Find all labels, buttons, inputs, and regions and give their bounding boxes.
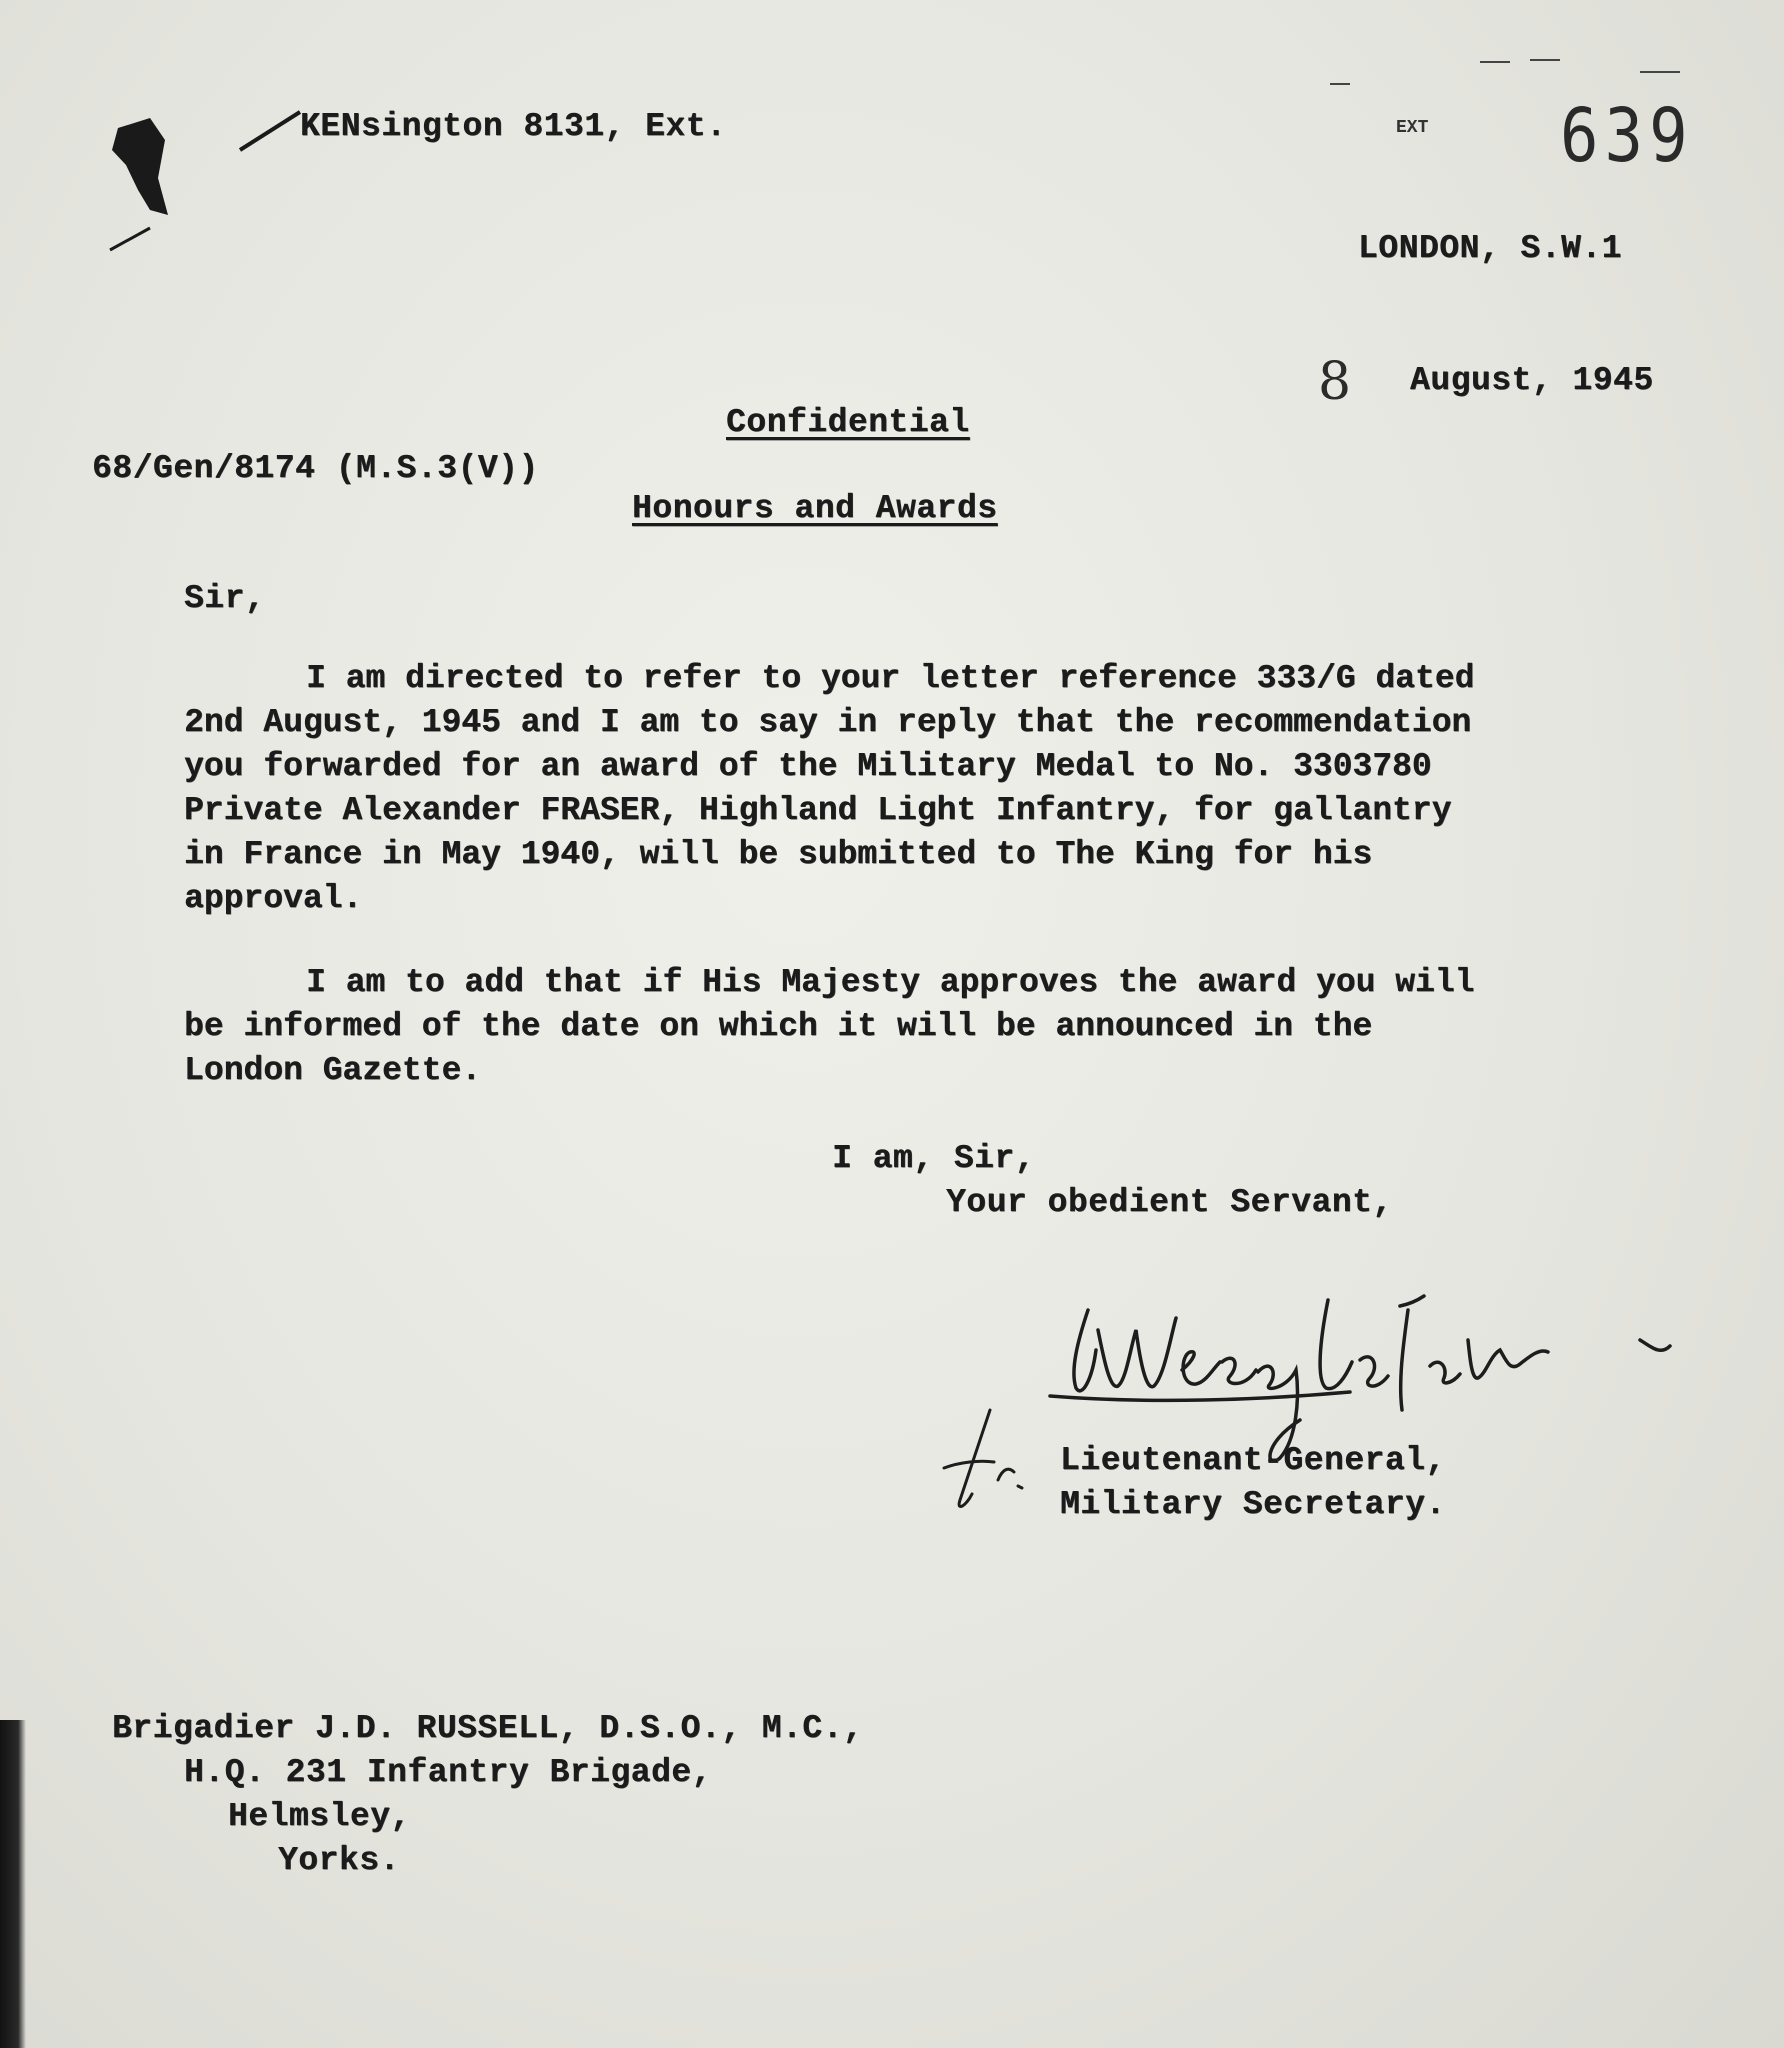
- stamp-number: 639: [1560, 94, 1694, 180]
- paragraph-2-line: be informed of the date on which it will be announced in the: [184, 1008, 1373, 1045]
- reference-number: 68/Gen/8174 (M.S.3(V)): [92, 450, 539, 487]
- signatory-title-2: Military Secretary.: [1060, 1486, 1446, 1523]
- for-mark: [944, 1410, 1022, 1507]
- paragraph-1-line: I am directed to refer to your letter reference 333/G dated: [306, 660, 1475, 697]
- paragraph-1-line: 2nd August, 1945 and I am to say in reply that the recommendation: [184, 704, 1472, 741]
- salutation: Sir,: [184, 580, 266, 617]
- closing-line-2: Your obedient Servant,: [946, 1184, 1393, 1221]
- paragraph-1-line: you forwarded for an award of the Military Medal to No. 3303780: [184, 748, 1432, 785]
- addressee-line-3: Helmsley,: [228, 1798, 411, 1835]
- paragraph-1-line: in France in May 1940, will be submitted to The King for his: [184, 836, 1373, 873]
- stamp-ext-label: EXT: [1396, 118, 1429, 138]
- paragraph-2-line: I am to add that if His Majesty approves the award you will: [306, 964, 1475, 1001]
- classification-heading: Confidential: [726, 404, 970, 441]
- addressee-line-2: H.Q. 231 Infantry Brigade,: [184, 1754, 712, 1791]
- paragraph-1-line: Private Alexander FRASER, Highland Light Infantry, for gallantry: [184, 792, 1452, 829]
- closing-line-1: I am, Sir,: [832, 1140, 1036, 1177]
- ink-blot: [112, 118, 168, 215]
- date-day-handwritten: 8: [1318, 352, 1352, 412]
- subject-heading: Honours and Awards: [632, 490, 998, 527]
- paragraph-1-line: approval.: [184, 880, 363, 917]
- paragraph-2-line: London Gazette.: [184, 1052, 482, 1089]
- ink-scratch-2: [240, 112, 300, 150]
- addressee-line-4: Yorks.: [278, 1842, 400, 1879]
- ink-scratch-1: [110, 228, 150, 250]
- signatory-title-1: Lieutenant-General,: [1060, 1442, 1446, 1479]
- telephone-line: KENsington 8131, Ext.: [300, 108, 727, 145]
- stray-dashes: [1330, 60, 1680, 84]
- addressee-line-1: Brigadier J.D. RUSSELL, D.S.O., M.C.,: [112, 1710, 864, 1747]
- scan-edge-shadow: [0, 1720, 26, 2048]
- office-address: LONDON, S.W.1: [1358, 230, 1622, 267]
- date-text: August, 1945: [1410, 362, 1654, 399]
- signature-mark: [1050, 1296, 1670, 1461]
